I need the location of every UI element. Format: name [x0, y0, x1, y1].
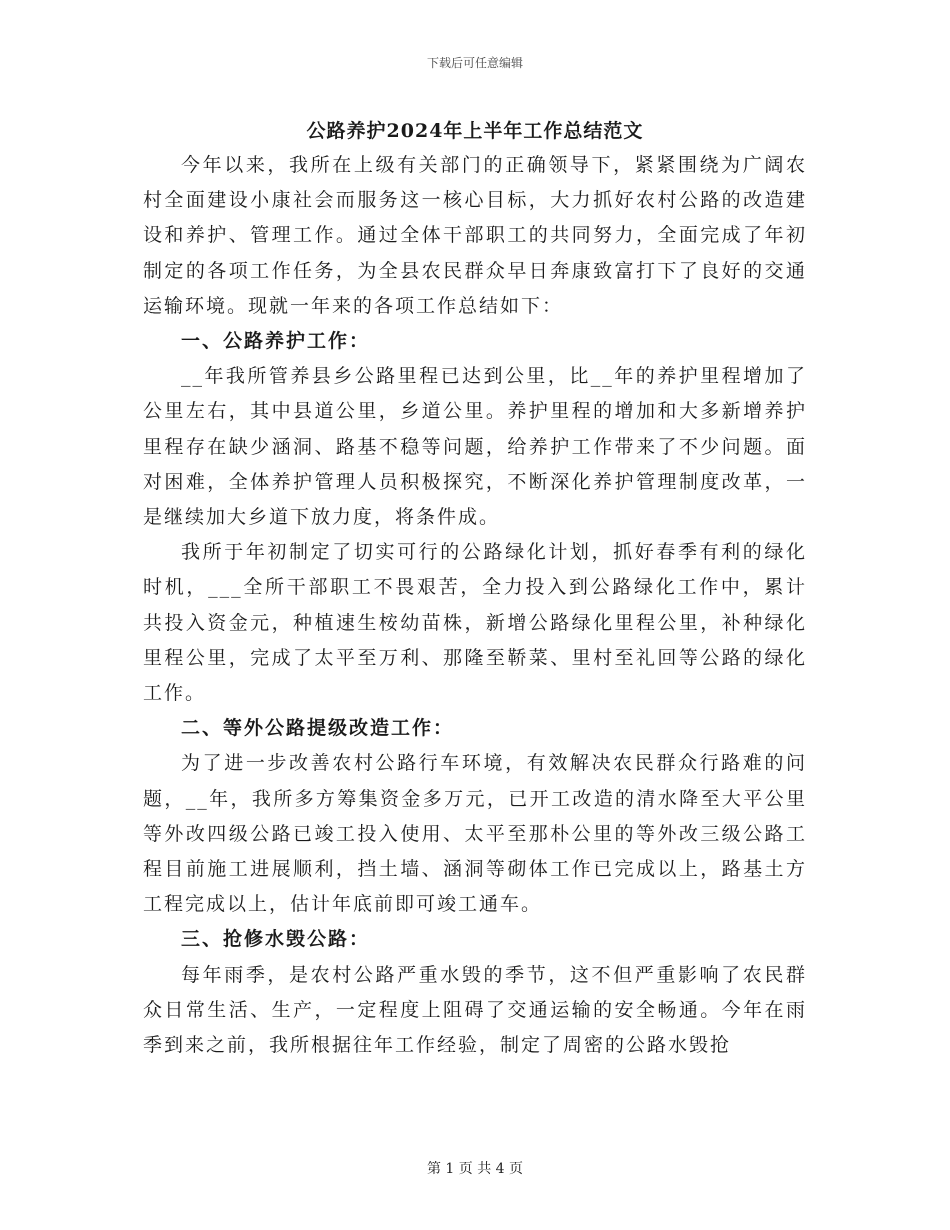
section-heading-flood-repair: 三、抢修水毁公路： [181, 928, 371, 951]
paragraph-road-upgrade: 为了进一步改善农村公路行车环境，有效解决农民群众行路难的问题，__年，我所多方筹集资金多万元，已开工改造的清水降至大平公里等外改四级公路已竣工投入使用、太平至那朴公里的等外改三级公路工程目前施工进展顺利，挡土墙、涵洞等砌体工作已完成以上，路基土方工程完成以上，估计年底前即可竣工通车。 [143, 752, 807, 916]
section-heading-road-upgrade: 二、等外公路提级改造工作： [181, 717, 455, 740]
document-title: 公路养护2024年上半年工作总结范文 [306, 120, 644, 142]
document-body [143, 148, 807, 1063]
paragraph-maintenance-mileage: __年我所管养县乡公路里程已达到公里，比__年的养护里程增加了公里左右，其中县道公里，乡道公里。养护里程的增加和大多新增养护里程存在缺少涵洞、路基不稳等问题，给养护工作带来了不少问题。面对困难，全体养护管理人员积极探究，不断深化养护管理制度改革，一是继续加大乡道下放力度，将条件成。 [143, 365, 807, 529]
header-note: 下载后可任意编辑 [426, 56, 523, 70]
paragraph-flood-repair: 每年雨季，是农村公路严重水毁的季节，这不但严重影响了农民群众日常生活、生产，一定程度上阻碍了交通运输的安全畅通。今年在雨季到来之前，我所根据往年工作经验，制定了周密的公路水毁抢 [143, 963, 807, 1057]
paragraph-greening: 我所于年初制定了切实可行的公路绿化计划，抓好春季有利的绿化时机，___全所干部职工不畏艰苦，全力投入到公路绿化工作中，累计共投入资金元，种植速生桉幼苗株，新增公路绿化里程公里，补种绿化里程公里，完成了太平至万利、那隆至鞒菜、里村至礼回等公路的绿化工作。 [143, 541, 807, 705]
page-footer: 第 1 页 共 4 页 [426, 1161, 524, 1177]
section-heading-road-maintenance: 一、公路养护工作： [181, 330, 371, 353]
paragraph-intro: 今年以来，我所在上级有关部门的正确领导下，紧紧围绕为广阔农村全面建设小康社会而服务这一核心目标，大力抓好农村公路的改造建设和养护、管理工作。通过全体干部职工的共同努力，全面完成了年初制定的各项工作任务，为全县农民群众早日奔康致富打下了良好的交通运输环境。现就一年来的各项工作总结如下： [143, 154, 807, 317]
